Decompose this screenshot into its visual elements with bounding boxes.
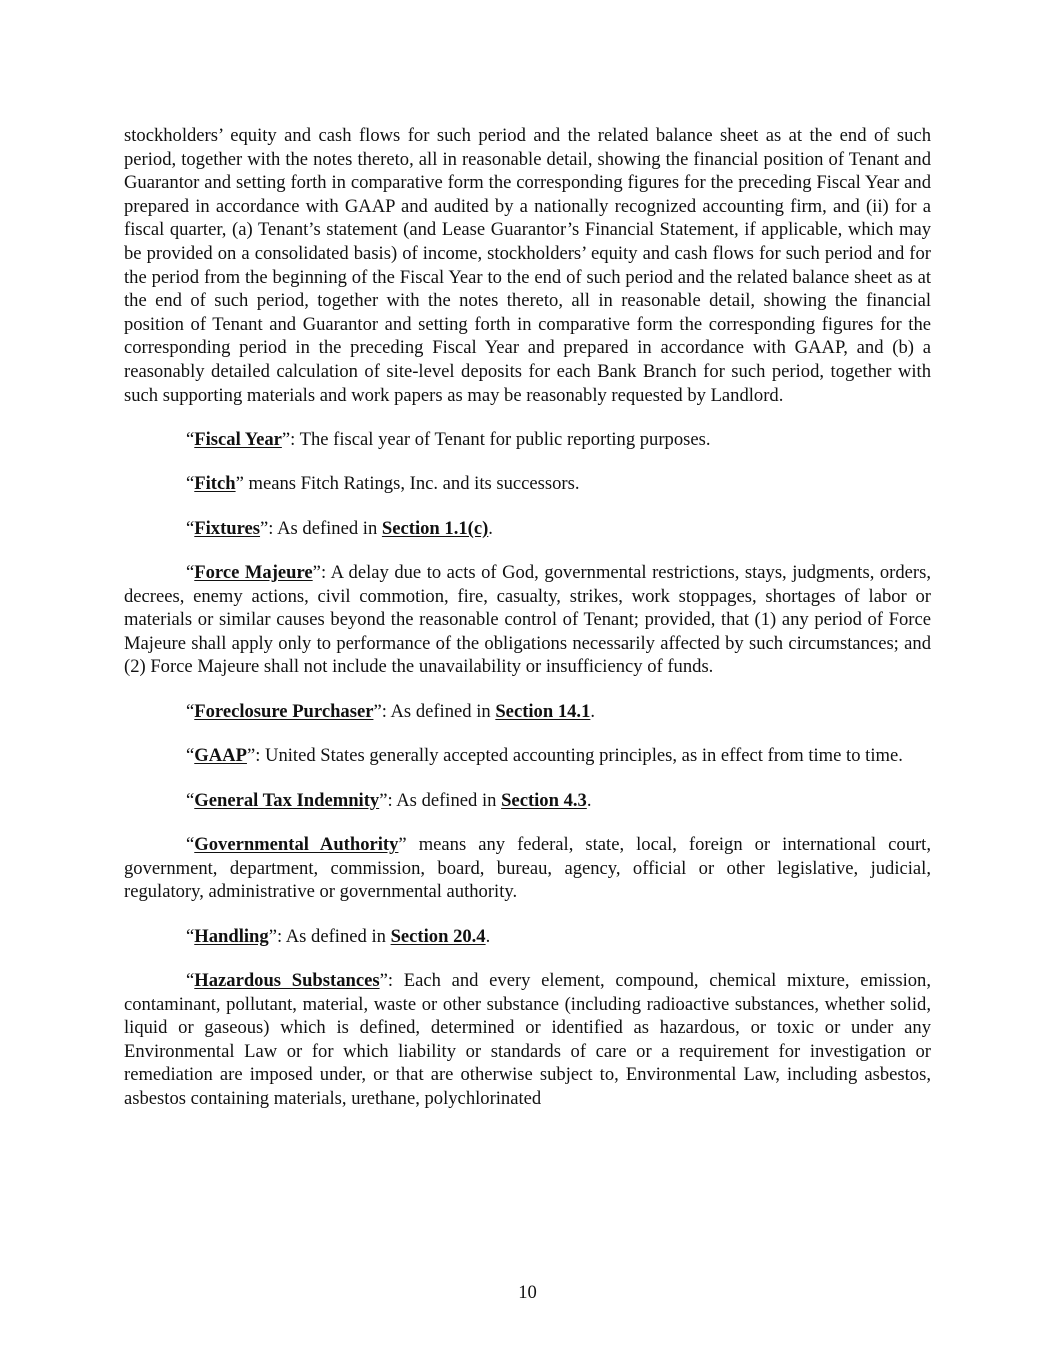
definition-text: means Fitch Ratings, Inc. and its successors.: [243, 473, 580, 495]
definition-force-majeure: [124, 561, 931, 679]
definition-handling: [124, 925, 931, 949]
term-fitch: Fitch: [194, 473, 236, 495]
definition-text: : United States generally accepted accounting principles, as in effect from time to time.: [255, 745, 903, 767]
term-gaap: GAAP: [194, 745, 247, 767]
term-handling: Handling: [194, 925, 269, 947]
definition-gaap: [124, 744, 931, 768]
quote-close: ”: [379, 970, 388, 991]
definition-fiscal-year: [124, 428, 931, 452]
quote-close: ”: [398, 834, 407, 856]
quote-close: ”: [373, 700, 382, 722]
definition-fitch: [124, 472, 931, 496]
definition-fixtures: [124, 517, 931, 541]
term-fiscal-year: Fiscal Year: [194, 428, 282, 450]
section-reference: Section 20.4: [390, 925, 486, 947]
definition-text-end: .: [590, 700, 596, 722]
definition-governmental-authority: [124, 833, 931, 904]
definition-text: means any federal, state, local, foreign or international court, government, department, commission, board, bureau, agency, official or other legislative, judicial, regulatory, administrative or governmental authority.: [124, 834, 931, 903]
definition-text: : A delay due to acts of God, governmental restrictions, stays, judgments, orders, decrees, enemy actions, civil commotion, fire, casualty, strikes, work stoppages, shortages of labor or materials or similar causes beyond the reasonable control of Tenant; provided, that (1) any period of Force Majeure shall apply only to performance of the obligations necessarily affected by such circumstances; and (2) Force Majeure shall not include the unavailability or insufficiency of funds.: [124, 562, 931, 678]
definition-text-end: .: [485, 925, 491, 947]
opening-paragraph: stockholders’ equity and cash flows for such period and the related balance sheet as at the end of such period, together with the notes thereto, all in reasonable detail, showing the financial position of Tenant and Guarantor and setting forth in comparative form the corresponding figures for the preceding Fiscal Year and prepared in accordance with GAAP and audited by a nationally recognized accounting firm, and (ii) for a fiscal quarter, (a) Tenant’s statement (and Lease Guarantor’s Financial Statement, if applicable, which may be provided on a consolidated basis) of income, stockholders’ equity and cash flows for such period and for the period from the beginning of the Fiscal Year to the end of such period and the related balance sheet as at the end of such period, together with the notes thereto, all in reasonable detail, showing the financial position of Tenant and Guarantor and setting forth in comparative form the corresponding figures for the corresponding period in the preceding Fiscal Year and prepared in accordance with GAAP, and (b) a reasonably detailed calculation of site-level deposits for each Bank Branch for such period, together with such supporting materials and work papers as may be reasonably requested by Landlord.: [124, 125, 931, 406]
quote-close: ”: [379, 789, 388, 811]
term-hazardous-substances: Hazardous Substances: [194, 970, 380, 991]
definition-text: : As defined in: [387, 789, 502, 811]
section-reference: Section 1.1(c): [381, 517, 489, 539]
quote-open: “: [186, 473, 195, 495]
quote-close: ”: [260, 517, 269, 539]
quote-close: ”: [235, 473, 244, 495]
quote-close: ”: [312, 562, 321, 584]
definition-text-end: .: [488, 517, 493, 539]
definition-text: : Each and every element, compound, chemical mixture, emission, contaminant, pollutant, material, waste or other substance (including radioactive substances, whether solid, liquid or gaseous) which is defined, determined or identified as hazardous, or toxic or under any Environmental Law or for which liability or standards of care or a requirement for investigation or remediation are imposed under, or that are otherwise subject to, Environmental Law, including asbestos, asbestos containing materials, urethane, polychlorinated: [124, 970, 931, 1109]
quote-close: ”: [268, 925, 277, 947]
definition-text: : As defined in: [276, 925, 391, 947]
definition-text-end: .: [586, 789, 592, 811]
quote-open: “: [186, 834, 195, 856]
quote-open: “: [186, 925, 195, 947]
definition-foreclosure-purchaser: [124, 700, 931, 724]
quote-open: “: [186, 789, 195, 811]
quote-open: “: [186, 700, 195, 722]
definition-text: : As defined in: [381, 700, 496, 722]
quote-open: “: [186, 745, 195, 767]
term-force-majeure: Force Majeure: [194, 562, 313, 584]
quote-close: ”: [246, 745, 256, 767]
section-reference: Section 4.3: [501, 789, 587, 811]
quote-open: “: [186, 428, 195, 450]
quote-open: “: [186, 517, 195, 539]
term-fixtures: Fixtures: [194, 517, 261, 539]
term-general-tax-indemnity: General Tax Indemnity: [194, 789, 380, 811]
section-reference: Section 14.1: [495, 700, 591, 722]
page-number: 10: [518, 1282, 537, 1303]
quote-open: “: [186, 562, 195, 584]
quote-close: ”: [281, 428, 291, 450]
document-body: [124, 124, 931, 1111]
definition-text: : The fiscal year of Tenant for public reporting purposes.: [290, 428, 711, 450]
definition-text: : As defined in: [268, 517, 382, 539]
term-foreclosure-purchaser: Foreclosure Purchaser: [194, 700, 374, 722]
definition-general-tax-indemnity: [124, 789, 931, 813]
quote-open: “: [186, 970, 195, 991]
term-governmental-authority: Governmental Authority: [194, 834, 399, 856]
definition-hazardous-substances: [124, 969, 931, 1111]
